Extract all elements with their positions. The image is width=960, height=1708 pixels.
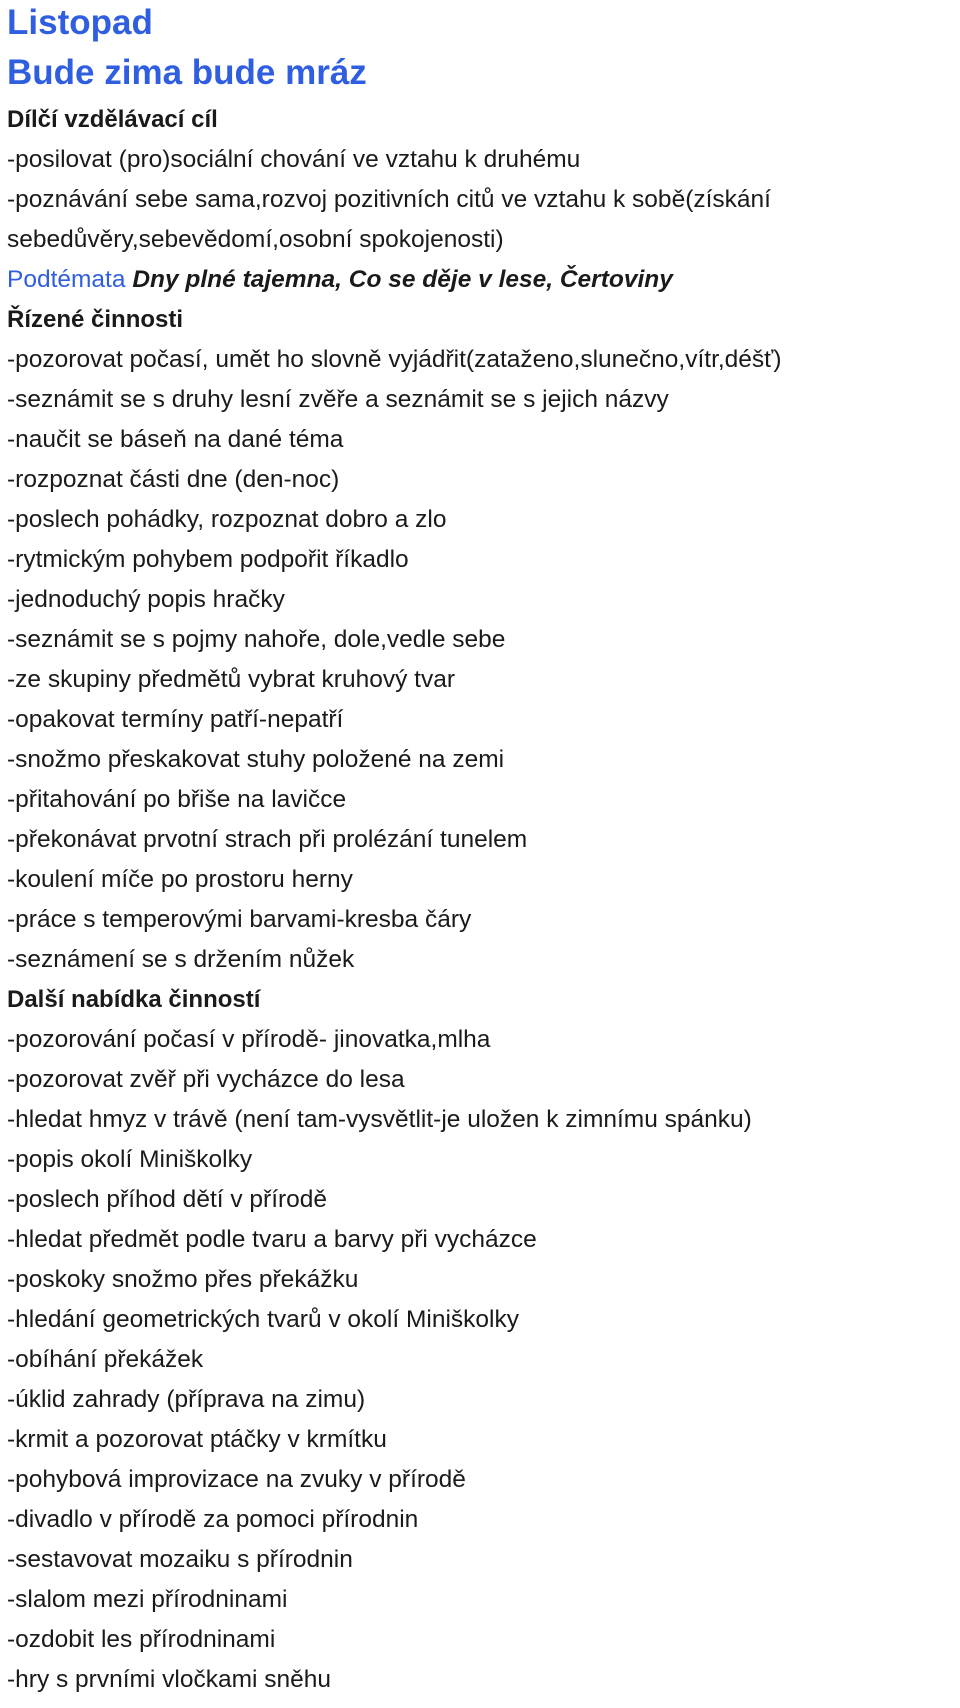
list-item: -práce s temperovými barvami-kresba čáry (7, 906, 472, 933)
list-item: -naučit se báseň na dané téma (7, 426, 344, 453)
list-item: -koulení míče po prostoru herny (7, 866, 353, 893)
list-item: -opakovat termíny patří-nepatří (7, 706, 344, 733)
guided-heading: Řízené činnosti (7, 306, 184, 333)
list-item: -krmit a pozorovat ptáčky v krmítku (7, 1426, 387, 1453)
list-item: -seznámení se s držením nůžek (7, 946, 355, 973)
list-item: -hledat hmyz v trávě (není tam-vysvětlit-je uložen k zimnímu spánku) (7, 1106, 752, 1133)
list-item: -pohybová improvizace na zvuky v přírodě (7, 1466, 466, 1493)
list-item: -poslech příhod dětí v přírodě (7, 1186, 328, 1213)
list-item: -ozdobit les přírodninami (7, 1626, 276, 1653)
list-item: -hledání geometrických tvarů v okolí Miniškolky (7, 1306, 519, 1333)
other-heading: Další nabídka činností (7, 986, 261, 1013)
list-item: -popis okolí Miniškolky (7, 1146, 253, 1173)
document-title: Listopad (7, 3, 153, 42)
list-item: -slalom mezi přírodninami (7, 1586, 288, 1613)
list-item: -divadlo v přírodě za pomoci přírodnin (7, 1506, 419, 1533)
goal-item: -poznávání sebe sama,rozvoj pozitivních citů ve vztahu k sobě(získání (7, 186, 771, 213)
list-item: -seznámit se s druhy lesní zvěře a seznámit se s jejich názvy (7, 386, 669, 413)
list-item: -snožmo přeskakovat stuhy položené na zemi (7, 746, 505, 773)
list-item: -pozorovat zvěř při vycházce do lesa (7, 1066, 405, 1093)
subtopics-text: Dny plné tajemna, Co se děje v lese, Čertoviny (132, 266, 673, 293)
list-item: -hledat předmět podle tvaru a barvy při vycházce (7, 1226, 537, 1253)
list-item: -překonávat prvotní strach při prolézání tunelem (7, 826, 528, 853)
list-item: -rozpoznat části dne (den-noc) (7, 466, 340, 493)
goal-heading: Dílčí vzdělávací cíl (7, 106, 218, 133)
list-item: -pozorovat počasí, umět ho slovně vyjádřit(zataženo,slunečno,vítr,déšť) (7, 346, 782, 373)
goal-item: -posilovat (pro)sociální chování ve vztahu k druhému (7, 146, 581, 173)
list-item: -seznámit se s pojmy nahoře, dole,vedle sebe (7, 626, 506, 653)
goal-item: sebedůvěry,sebevědomí,osobní spokojenosti) (7, 226, 504, 253)
list-item: -pozorování počasí v přírodě- jinovatka,mlha (7, 1026, 491, 1053)
goal-list (7, 140, 960, 260)
list-item: -úklid zahrady (příprava na zimu) (7, 1386, 366, 1413)
list-item: -hry s prvními vločkami sněhu (7, 1666, 332, 1693)
list-item: -ze skupiny předmětů vybrat kruhový tvar (7, 666, 455, 693)
list-item: -rytmickým pohybem podpořit říkadlo (7, 546, 409, 573)
document-subtitle: Bude zima bude mráz (7, 53, 367, 92)
subtopics-label: Podtémata (7, 266, 126, 293)
guided-list (7, 340, 960, 980)
list-item: -sestavovat mozaiku s přírodnin (7, 1546, 353, 1573)
list-item: -poskoky snožmo přes překážku (7, 1266, 359, 1293)
other-list (7, 1020, 960, 1700)
list-item: -přitahování po břiše na lavičce (7, 786, 347, 813)
list-item: -jednoduchý popis hračky (7, 586, 285, 613)
subtopics-line (7, 260, 960, 300)
list-item: -obíhání překážek (7, 1346, 204, 1373)
list-item: -poslech pohádky, rozpoznat dobro a zlo (7, 506, 447, 533)
